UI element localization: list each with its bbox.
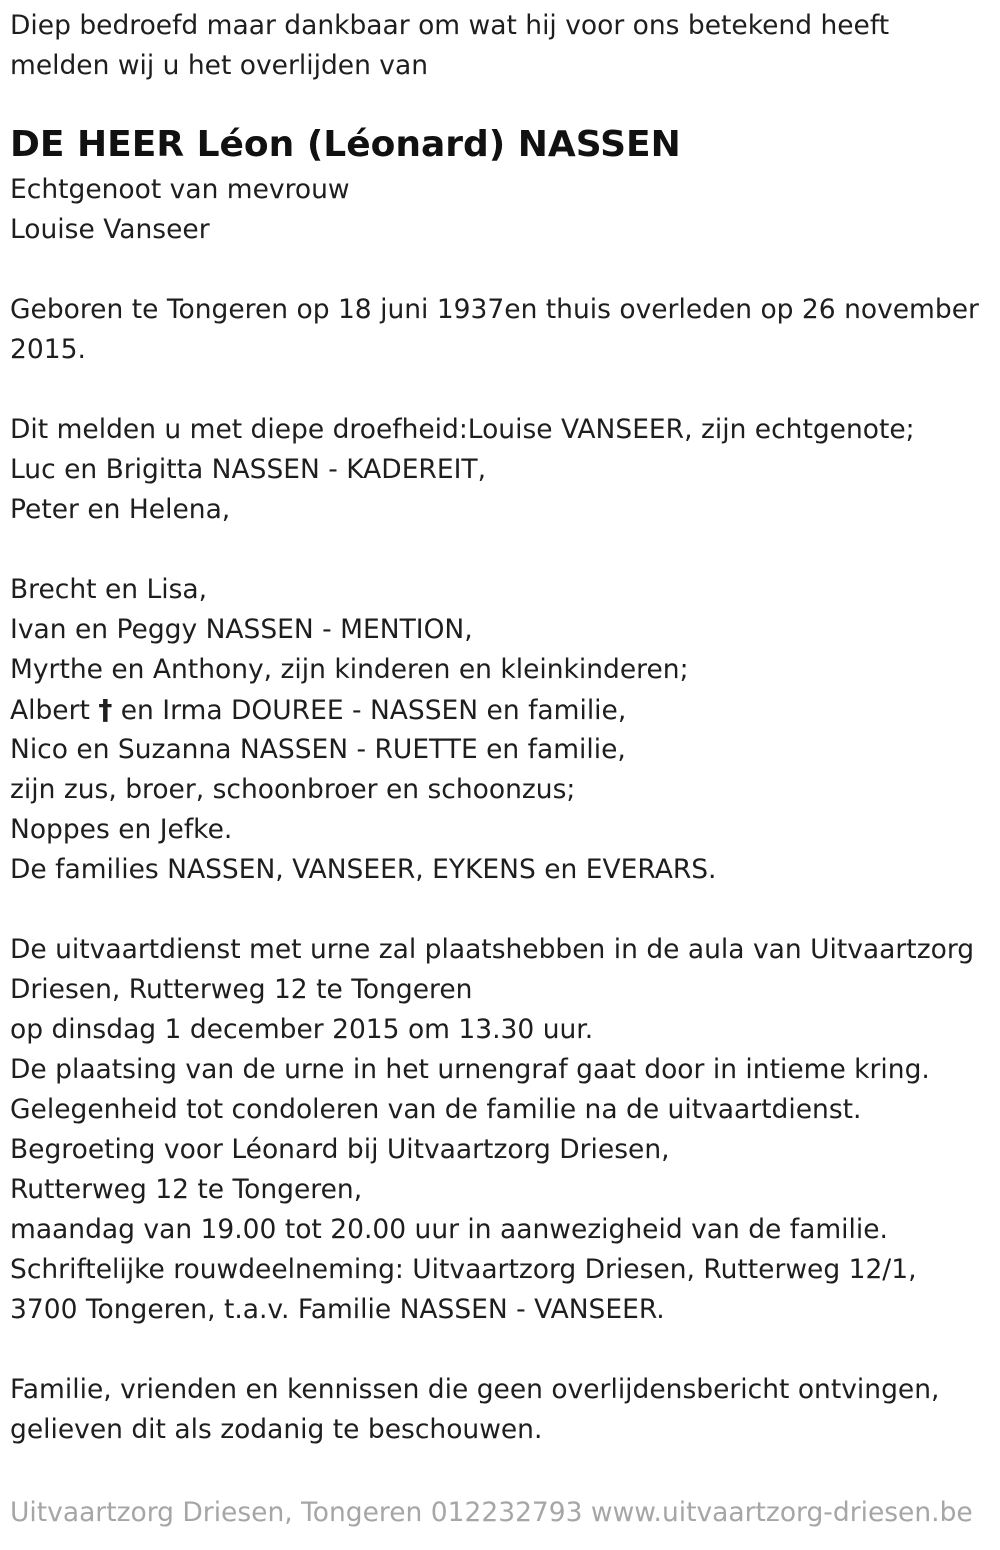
text-line: Dit melden u met diepe droefheid:Louise VANSEER, zijn echtgenote; [10, 414, 915, 445]
cross-icon: † [98, 693, 113, 726]
text-line: zijn zus, broer, schoonbroer en schoonzus; [10, 774, 576, 805]
spouse-text [10, 170, 990, 250]
mourners-list [10, 410, 990, 890]
closing-text [10, 1370, 990, 1450]
text-line: De families NASSEN, VANSEER, EYKENS en EVERARS. [10, 854, 717, 885]
text-line: Diep bedroefd maar dankbaar om wat hij voor ons betekend heeft [10, 10, 890, 41]
intro-text [10, 6, 990, 86]
text-line: Rutterweg 12 te Tongeren, [10, 1174, 363, 1205]
birth-death-text [10, 290, 990, 370]
ceremony-text [10, 930, 990, 1330]
text-line: gelieven dit als zodanig te beschouwen. [10, 1414, 543, 1445]
text-line: Geboren te Tongeren op 18 juni 1937en thuis overleden op 26 november [10, 294, 979, 325]
text-line: Driesen, Rutterweg 12 te Tongeren [10, 974, 473, 1005]
text-line: 3700 Tongeren, t.a.v. Familie NASSEN - VANSEER. [10, 1294, 665, 1325]
text-line: De plaatsing van de urne in het urnengraf gaat door in intieme kring. [10, 1054, 930, 1085]
text-line: Echtgenoot van mevrouw [10, 174, 350, 205]
text-line: Schriftelijke rouwdeelneming: Uitvaartzorg Driesen, Rutterweg 12/1, [10, 1254, 917, 1285]
funeral-home-footer: Uitvaartzorg Driesen, Tongeren 012232793 www.uitvaartzorg-driesen.be [10, 1497, 973, 1528]
text-line: Ivan en Peggy NASSEN - MENTION, [10, 614, 473, 645]
text-line: op dinsdag 1 december 2015 om 13.30 uur. [10, 1014, 594, 1045]
text-line: Luc en Brigitta NASSEN - KADEREIT, [10, 454, 487, 485]
text-line: Myrthe en Anthony, zijn kinderen en kleinkinderen; [10, 654, 689, 685]
text-line: Louise Vanseer [10, 214, 210, 245]
text-line: Familie, vrienden en kennissen die geen overlijdensbericht ontvingen, [10, 1374, 940, 1405]
text-line: maandag van 19.00 tot 20.00 uur in aanwezigheid van de familie. [10, 1214, 888, 1245]
albert-name: Albert [10, 695, 99, 726]
deceased-name: DE HEER Léon (Léonard) NASSEN [10, 124, 681, 165]
albert-rest: en Irma DOUREE - NASSEN en familie, [112, 695, 627, 726]
albert-line [10, 690, 990, 730]
text-line: 2015. [10, 334, 86, 365]
text-line: Begroeting voor Léonard bij Uitvaartzorg Driesen, [10, 1134, 670, 1165]
text-line: Gelegenheid tot condoleren van de familie na de uitvaartdienst. [10, 1094, 862, 1125]
text-line: Peter en Helena, [10, 494, 231, 525]
text-line: Nico en Suzanna NASSEN - RUETTE en familie, [10, 734, 626, 765]
text-line: Noppes en Jefke. [10, 814, 233, 845]
death-notice [10, 6, 990, 1450]
text-line: Brecht en Lisa, [10, 574, 208, 605]
text-line: melden wij u het overlijden van [10, 50, 429, 81]
text-line: De uitvaartdienst met urne zal plaatshebben in de aula van Uitvaartzorg [10, 934, 975, 965]
